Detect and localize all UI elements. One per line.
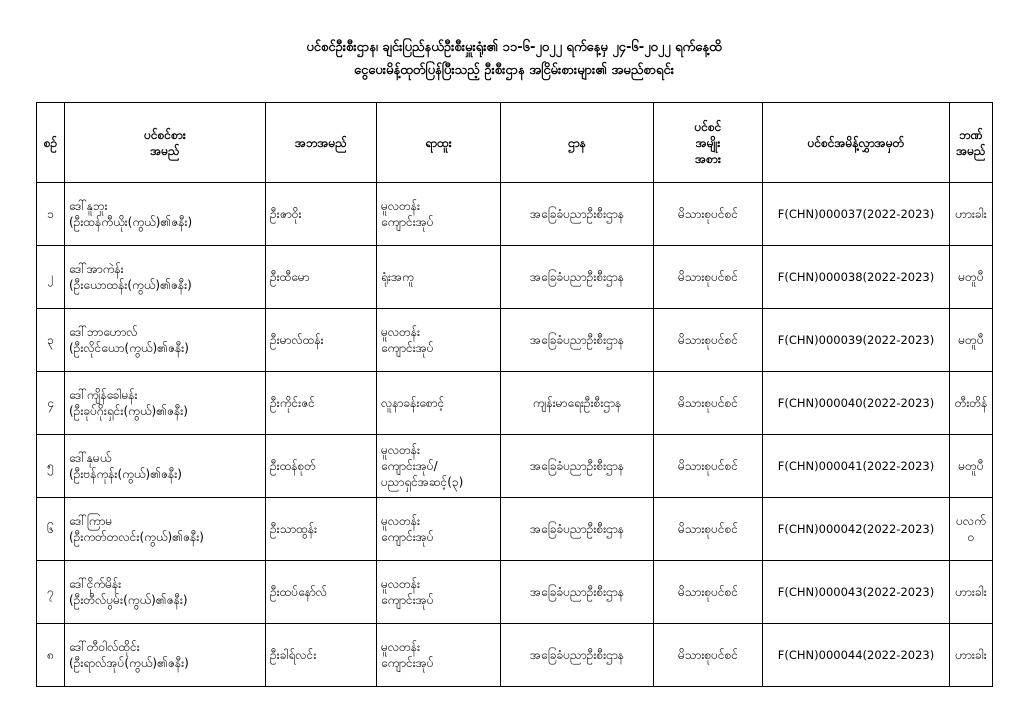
bank-name: ဟားခါး	[950, 624, 993, 687]
father-name: ဦးထပ်နော်လ်	[266, 561, 377, 624]
rank: မူလတန်း ကျောင်းအုပ်	[377, 561, 501, 624]
pension-order-number: F(CHN)000044(2022-2023)	[763, 624, 950, 687]
pension-type: မိသားစုပင်စင်	[654, 246, 763, 309]
pension-type: မိသားစုပင်စင်	[654, 498, 763, 561]
pension-type: မိသားစုပင်စင်	[654, 183, 763, 246]
row-number: ၁	[37, 183, 65, 246]
bank-name: ဟားခါး	[950, 561, 993, 624]
column-header-pension-type: ပင်စင် အမျိုး အစား	[654, 103, 763, 183]
pension-order-number: F(CHN)000038(2022-2023)	[763, 246, 950, 309]
table-row	[37, 435, 993, 498]
table-row	[37, 561, 993, 624]
father-name: ဦးသာထွန်း	[266, 498, 377, 561]
row-number: ၄	[37, 372, 65, 435]
page-header	[0, 36, 1028, 82]
pension-order-number: F(CHN)000040(2022-2023)	[763, 372, 950, 435]
column-header-father-name: အဘအမည်	[266, 103, 377, 183]
pensioner-name: ဒေါ်ငိုက်မိန်း (ဦးတီလ်ပွမ်း(ကွယ်)၏ဇနီး)	[65, 561, 266, 624]
pension-order-number: F(CHN)000041(2022-2023)	[763, 435, 950, 498]
rank: မူလတန်း ကျောင်းအုပ်	[377, 498, 501, 561]
father-name: ဦးမာလ်ထန်း	[266, 309, 377, 372]
pension-type: မိသားစုပင်စင်	[654, 561, 763, 624]
department: အခြေခံပညာဦးစီးဌာန	[501, 498, 654, 561]
department: အခြေခံပညာဦးစီးဌာန	[501, 435, 654, 498]
rank: လူနာခန်းစောင့်	[377, 372, 501, 435]
row-number: ၂	[37, 246, 65, 309]
column-header-department: ဌာန	[501, 103, 654, 183]
column-header-bank: ဘဏ် အမည်	[950, 103, 993, 183]
father-name: ဦးထန်စုတ်	[266, 435, 377, 498]
bank-name: မတူပီ	[950, 309, 993, 372]
rank: မူလတန်း ကျောင်းအုပ်/ ပညာရှင်အဆင့်(၃)	[377, 435, 501, 498]
department: အခြေခံပညာဦးစီးဌာန	[501, 309, 654, 372]
department: အခြေခံပညာဦးစီးဌာန	[501, 561, 654, 624]
pensioner-name: ဒေါ်ကျိန်ခေါမန်း (ဦးခုပ်ဂိုးရှင်း(ကွယ်)၏ဇနီး)	[65, 372, 266, 435]
row-number: ၃	[37, 309, 65, 372]
pensioner-name: ဒေါ်နူဘူး (ဦးထန်ကီယိုး(ကွယ်)၏ဇနီး)	[65, 183, 266, 246]
table-row	[37, 246, 993, 309]
department: အခြေခံပညာဦးစီးဌာန	[501, 183, 654, 246]
table-row	[37, 372, 993, 435]
pensioner-name: ဒေါ်ဘာဟောလ် (ဦးလိုင်ယော(ကွယ်)၏ဇနီး)	[65, 309, 266, 372]
bank-name: မတူပီ	[950, 246, 993, 309]
rank: မူလတန်း ကျောင်းအုပ်	[377, 309, 501, 372]
table-row	[37, 183, 993, 246]
row-number: ၅	[37, 435, 65, 498]
rank: မူလတန်း ကျောင်းအုပ်	[377, 183, 501, 246]
row-number: ၈	[37, 624, 65, 687]
pension-type: မိသားစုပင်စင်	[654, 372, 763, 435]
father-name: ဦးကိုင်းဇင်	[266, 372, 377, 435]
row-number: ၇	[37, 561, 65, 624]
bank-name: ဟားခါး	[950, 183, 993, 246]
father-name: ဦးခါရ်လင်း	[266, 624, 377, 687]
page-title-line-1: ပင်စင်ဦးစီးဌာန၊ ချင်းပြည်နယ်ဦးစီးမှူးရုံး၏ ၁၁-၆-၂၀၂၂ ရက်နေ့မှ ၂၄-၆-၂၀၂၂ ရက်နေ့ထိ	[306, 40, 722, 55]
pensioner-name: ဒေါ်နုမယ် (ဦးဗန်ကုန်း(ကွယ်)၏ဇနီး)	[65, 435, 266, 498]
column-header-no: စဉ်	[37, 103, 65, 183]
pension-type: မိသားစုပင်စင်	[654, 435, 763, 498]
bank-name: မတူပီ	[950, 435, 993, 498]
pension-type: မိသားစုပင်စင်	[654, 624, 763, 687]
department: အခြေခံပညာဦးစီးဌာန	[501, 246, 654, 309]
table-row	[37, 624, 993, 687]
bank-name: ပလက်ဝ	[950, 498, 993, 561]
department: အခြေခံပညာဦးစီးဌာန	[501, 624, 654, 687]
pension-type: မိသားစုပင်စင်	[654, 309, 763, 372]
table-header-row	[37, 103, 993, 183]
row-number: ၆	[37, 498, 65, 561]
table-row	[37, 498, 993, 561]
father-name: ဦးဇာဝိုး	[266, 183, 377, 246]
pension-order-number: F(CHN)000042(2022-2023)	[763, 498, 950, 561]
pensioner-table	[36, 102, 993, 687]
column-header-pensioner-name: ပင်စင်စား အမည်	[65, 103, 266, 183]
pension-order-number: F(CHN)000039(2022-2023)	[763, 309, 950, 372]
column-header-order-number: ပင်စင်အမိန့်လွှာအမှတ်	[763, 103, 950, 183]
pension-order-number: F(CHN)000043(2022-2023)	[763, 561, 950, 624]
bank-name: တီးတိန်	[950, 372, 993, 435]
table-row	[37, 309, 993, 372]
department: ကျန်းမာရေးဦးစီးဌာန	[501, 372, 654, 435]
pensioner-name: ဒေါ်ကြာမ (ဦးကတ်တလင်း(ကွယ်)၏ဇနီး)	[65, 498, 266, 561]
pension-order-number: F(CHN)000037(2022-2023)	[763, 183, 950, 246]
rank: မူလတန်း ကျောင်းအုပ်	[377, 624, 501, 687]
column-header-rank: ရာထူး	[377, 103, 501, 183]
pensioner-name: ဒေါ်အာကဲန်း (ဦးယောထန်း(ကွယ်)၏ဇနီး)	[65, 246, 266, 309]
father-name: ဦးထီမော	[266, 246, 377, 309]
rank: ရုံးအကူ	[377, 246, 501, 309]
pensioner-name: ဒေါ်တီဝါလ်ထိုင်း (ဦးရာလ်အုပ်(ကွယ်)၏ဇနီး)	[65, 624, 266, 687]
page-title-line-2: ငွေပေးမိန့်ထုတ်ပြန်ပြီးသည့် ဦးစီးဌာန အငြိမ်းစားများ၏ အမည်စာရင်း	[353, 63, 675, 78]
